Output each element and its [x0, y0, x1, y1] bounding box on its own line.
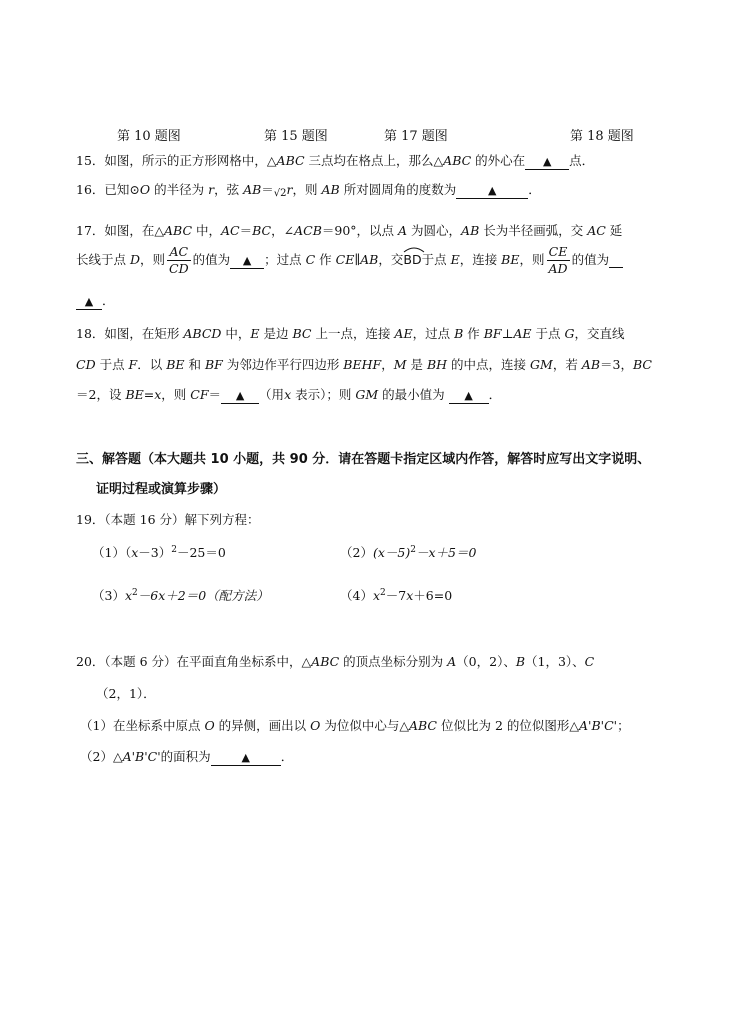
- answer-blank-15[interactable]: ▲: [525, 154, 569, 170]
- caption-fig-17: 第 17 题图: [384, 129, 448, 144]
- arc-mark-icon: [402, 245, 426, 253]
- answer-blank-17b-start[interactable]: [609, 253, 623, 268]
- caption-fig-15: 第 15 题图: [264, 129, 328, 144]
- question-20-line-2: （2，1）．: [96, 686, 156, 701]
- question-18-line-1: 18．如图，在矩形 ABCD 中，E 是边 BC 上一点，连接 AE，过点 B 作 BF⊥AE 于点 G，交直线: [76, 326, 625, 341]
- question-19-part-2: $(2)(x-5)^2-x+5=0$: [340, 544, 477, 560]
- question-19-part-3: $(3)x^2-6x+2=0$（配方法）: [92, 587, 269, 603]
- question-19-title: 19．（本题 16 分）解下列方程：: [76, 512, 260, 527]
- answer-blank-18a[interactable]: ▲: [221, 388, 259, 404]
- question-17-line-3: ▲ ．: [76, 291, 115, 310]
- answer-blank-20[interactable]: ▲: [211, 750, 281, 766]
- fraction-ce-ad: $\frac{CE}{AD}$: [548, 244, 568, 276]
- fraction-ac-cd: $\frac{AC}{CD}$: [169, 244, 189, 276]
- question-20-part-1: （1）在坐标系中原点 O 的异侧，画出以 O 为位似中心与△ABC 位似比为 2 的位似图形△A'B'C'；: [80, 718, 630, 733]
- question-17-line-1: 17．如图，在△ABC 中，AC＝BC，∠ACB＝90°，以点 A 为圆心，AB 长为半径画弧，交 AC 延: [76, 223, 623, 238]
- question-19-part-1: $(1)(x-3)^2-25=0$: [92, 544, 226, 560]
- question-20-line-1: 20．（本题 6 分）在平面直角坐标系中，△ABC 的顶点坐标分别为 A（0，2）、B（1，3）、C: [76, 654, 595, 669]
- answer-blank-17a[interactable]: ▲: [230, 253, 264, 269]
- caption-fig-10: 第 10 题图: [117, 129, 181, 144]
- section-3-heading: 三、解答题（本大题共 10 小题，共 90 分．请在答题卡指定区域内作答，解答时应写出文字说明、: [76, 452, 651, 467]
- question-17-line-2: 长线于点 D，则 $\frac{AC}{CD}$ 的值为 ▲ ；过点 C 作 CE∥AB，交 BD于点 E，连接 BE，则 $\frac{CE}{AD}$ 的值为: [76, 244, 623, 277]
- question-15: 15．如图，所示的正方形网格中，△ABC 三点均在格点上，那么△ABC 的外心在 ▲ 点．: [76, 153, 595, 168]
- question-20-part-2: （2）△A'B'C'的面积为 ▲ ．: [80, 749, 294, 764]
- section-3-heading-cont: 证明过程或演算步骤）: [96, 482, 227, 497]
- answer-blank-17b[interactable]: ▲: [76, 294, 102, 310]
- caption-fig-18: 第 18 题图: [570, 129, 634, 144]
- question-18-line-2: CD 于点 F．以 BE 和 BF 为邻边作平行四边形 BEHF，M 是 BH 的中点，连接 GM，若 AB＝3，BC: [76, 357, 652, 372]
- answer-blank-16[interactable]: ▲: [456, 183, 528, 199]
- arc-bd: BD: [403, 252, 421, 267]
- question-19-part-4: $(4)x^2-7x+6=0$: [340, 587, 453, 603]
- question-16: 16．已知⊙O 的半径为 r，弦 AB＝√2r，则 AB 所对圆周角的度数为 ▲ ．: [76, 182, 541, 199]
- question-18-line-3: ＝2，设 BE=x，则 CF＝ ▲ （用x 表示）；则 GM 的最小值为 ▲ ．: [76, 387, 502, 402]
- answer-blank-18b[interactable]: ▲: [449, 388, 489, 404]
